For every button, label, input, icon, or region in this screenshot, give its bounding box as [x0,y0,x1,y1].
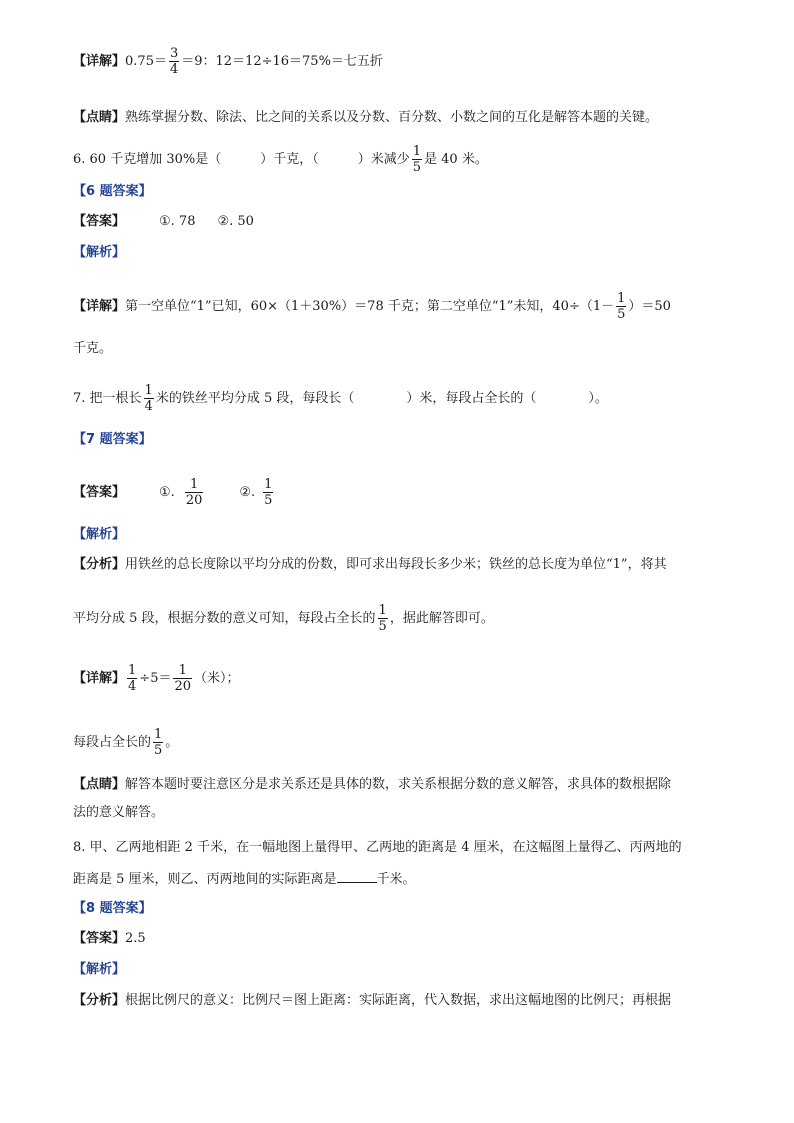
answer-blank [337,868,377,883]
answer-label: 【答案】 [73,931,126,946]
detail-label: 【详解】 [73,54,126,69]
note-line [73,108,658,128]
q6-detail-text-b: ）＝50 [628,299,671,314]
q7-detail-line-2 [73,727,178,758]
note-label: 【点睛】 [73,777,126,792]
question-8-line-2 [73,868,416,890]
detail-text-b: ＝9：12＝12÷16＝75%＝七五折 [181,54,383,69]
q7-analysis-header: 【解析】 [73,527,126,542]
q7-detail-text-2a: 每段占全长的 [73,735,152,750]
q6-detail-continued: 千克。 [73,341,113,356]
q7-note-line-2: 法的意义解答。 [73,805,165,820]
fraction: $\frac{1}{20}$ [174,663,192,694]
note-text: 熟练掌握分数、除法、比之间的关系以及分数、百分数、小数之间的互化是解答本题的关键。 [125,110,659,125]
q8-analysis [73,991,671,1011]
analysis-label: 【分析】 [73,557,126,572]
fraction: $\frac{1}{4}$ [128,663,137,694]
q8-answer [73,929,146,949]
analysis-label: 【分析】 [73,993,126,1008]
q7-analysis-text-2a: 平均分成 5 段，根据分数的意义可知，每段占全长的 [73,611,376,626]
question-7 [73,383,608,414]
fraction: $\frac{1}{5}$ [154,727,163,758]
answer-marker-1: ①. [159,485,175,500]
question-7-text-a: 7. 把一根长 [73,391,142,406]
fraction: $\frac{1}{5}$ [264,477,273,508]
q7-detail-text-2b: 。 [165,735,179,750]
question-6-text-b: 是 40 米。 [424,152,488,167]
answer-label: 【答案】 [73,214,126,229]
fraction: $\frac{1}{5}$ [378,603,387,634]
q6-detail-text-a: 第一空单位“1”已知，60×（1＋30%）＝78 千克；第二空单位“1”未知，40÷（1－ [125,299,615,314]
q6-answer-header: 【6 题答案】 [73,184,152,199]
q7-answer-header: 【7 题答案】 [73,432,152,447]
question-7-text-b: 米的铁丝平均分成 5 段，每段长（ ）米，每段占全长的（ ）。 [155,391,608,406]
q7-answer [73,477,275,508]
question-8-text-2b: 千米。 [376,872,416,887]
question-6 [73,144,488,175]
q8-answer-header: 【8 题答案】 [73,901,152,916]
note-label: 【点睛】 [73,110,126,125]
q7-analysis-text-2b: ，据此解答即可。 [389,611,494,626]
q6-analysis-header: 【解析】 [73,245,126,260]
q7-note-line-1 [73,775,671,795]
q8-analysis-text: 根据比例尺的意义：比例尺＝图上距离：实际距离，代入数据，求出这幅地图的比例尺；再根据 [125,993,672,1008]
q7-detail-mid: ÷5＝ [139,671,172,686]
fraction: $\frac{1}{5}$ [617,291,626,322]
answer-value-2: ②. 50 [217,214,254,229]
answer-value-1: ①. 78 [159,214,196,229]
question-8-text-2a: 距离是 5 厘米，则乙、丙两地间的实际距离是 [73,872,337,887]
fraction: $\frac{1}{20}$ [185,477,203,508]
q7-analysis-line-1 [73,555,667,575]
detail-text-a: 0.75＝ [125,54,167,69]
fraction: $\frac{3}{4}$ [169,46,179,77]
detail-label: 【详解】 [73,671,126,686]
q6-answer [73,212,254,232]
question-8-line-1: 8. 甲、乙两地相距 2 千米，在一幅地图上量得甲、乙两地的距离是 4 厘米，在这幅图上量得乙、丙两地的 [73,840,682,855]
answer-value: 2.5 [125,931,146,946]
q7-note-text-1: 解答本题时要注意区分是求关系还是具体的数，求关系根据分数的意义解答，求具体的数根据除 [125,777,672,792]
q7-detail-line-1 [73,663,240,694]
q6-detail [73,291,671,322]
question-6-text-a: 6. 60 千克增加 30%是（ ）千克，（ ）米减少 [73,152,410,167]
detail-line-1 [73,46,383,77]
fraction: $\frac{1}{5}$ [412,144,422,175]
q7-analysis-text-1: 用铁丝的总长度除以平均分成的份数，即可求出每段长多少米；铁丝的总长度为单位“1”，将其 [125,557,667,572]
fraction: $\frac{1}{4}$ [144,383,153,414]
q7-analysis-line-2 [73,603,494,634]
answer-label: 【答案】 [73,485,126,500]
q7-detail-end: （米）； [194,671,240,686]
answer-marker-2: ②. [239,485,256,500]
detail-label: 【详解】 [73,299,126,314]
q8-analysis-header: 【解析】 [73,962,126,977]
